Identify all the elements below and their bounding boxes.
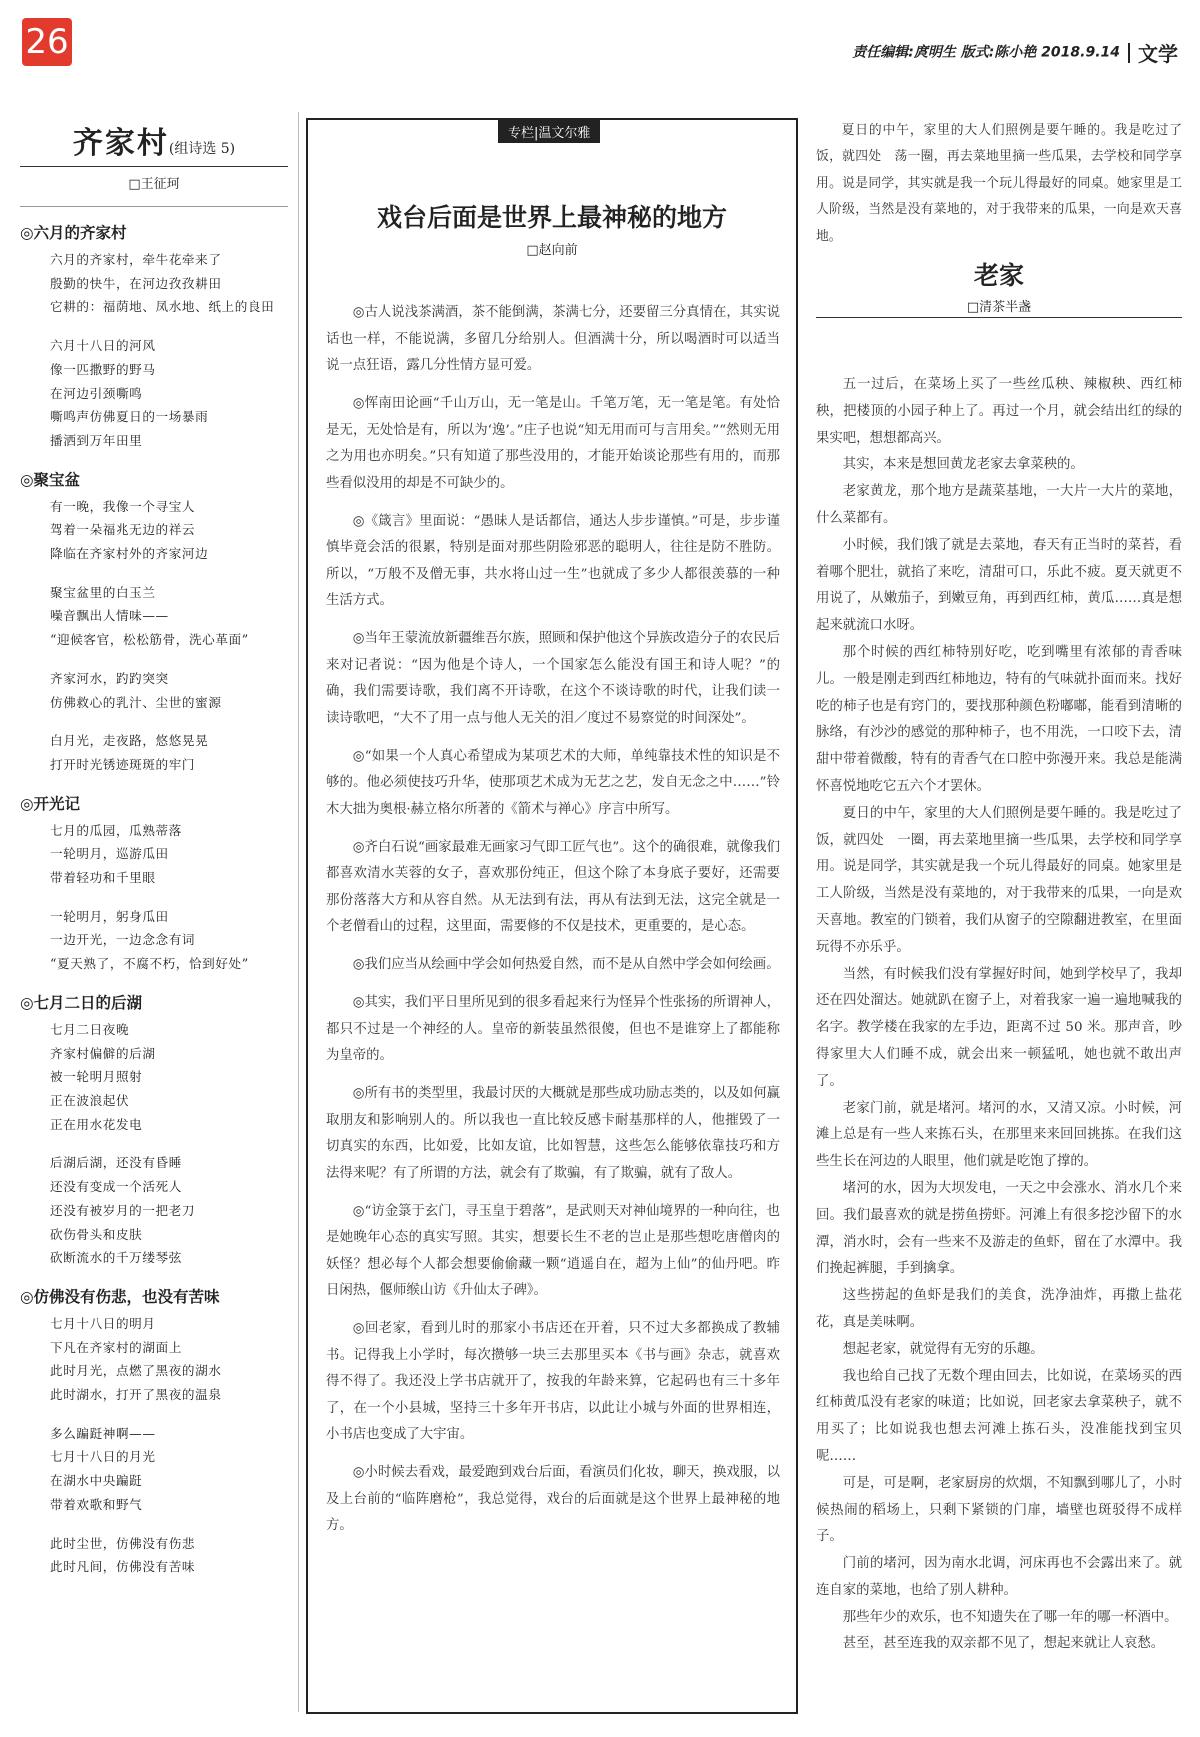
paragraph: 甚至，甚至连我的双亲都不见了，想起来就让人哀愁。 (842, 1636, 1165, 1652)
poem-line: 它耕的：福荫地、凤水地、纸上的良田 (50, 299, 275, 315)
paragraph: ◎《箴言》里面说：“愚昧人是话都信，通达人步步谨慎。”可是，步步谨慎毕竟会活的很累，特别是面对那些阴险邪恶的聪明人，往往是防不胜防。所以，“万般不及僧无事，共水将山过一生”也就成了多少人都很羡慕的一种生活方式。 (326, 513, 780, 608)
paragraph: 那个时候的西红柿特别好吃，吃到嘴里有浓郁的青香味儿。一般是刚走到西红柿地边，特有的气味就扑面而来。找好吃的柿子也是有窍门的，要找那种颜色粉嘟嘟，能看到清晰的脉络，有沙沙的感觉的那种柿子，也不用洗，一口咬下去，清甜中带着微酸，特有的青香气在口腔中弥漫开来。我总是能满怀喜悦地吃它五六个才罢休。 (816, 645, 1182, 794)
poem-stanza (50, 248, 288, 319)
poem-line: “夏天熟了，不腐不朽，恰到好处” (50, 956, 249, 972)
paragraph: ◎恽南田论画“千山万山，无一笔是山。千笔万笔，无一笔是笔。有处恰是无，无处恰是有，所以为‘逸’。”庄子也说“知无用而可与言用矣。”“然则无用之为用也亦明矣。”只有知道了那些没用的，才能开始谈论那些有用的，而那些看似没用的却是不可缺少的。 (326, 396, 780, 491)
poem-stanza (50, 495, 288, 566)
paragraph: 老家黄龙，那个地方是蔬菜基地，一大片一大片的菜地，什么菜都有。 (816, 484, 1182, 527)
column-tag: 专栏|温文尔雅 (498, 120, 600, 143)
poem-line: 七月十八日的明月 (50, 1315, 156, 1331)
paragraph: 夏日的中午，家里的大人们照例是要午睡的。我是吃过了饭，就四处 荡一圈，再去菜地里摘一些瓜果，去学校和同学享用。说是同学，其实就是我一个玩儿得最好的同桌。她家里是工人阶级，当然是没有菜地的，对于我带来的瓜果，一向是欢天喜地。 (816, 123, 1182, 244)
poem-line: 在河边引颈嘶鸣 (50, 385, 143, 401)
poem-line: 一轮明月，躬身瓜田 (50, 908, 169, 924)
paragraph: 我也给自己找了无数个理由回去，比如说，在菜场买的西红柿黄瓜没有老家的味道；比如说，回老家去拿菜秧子，就不用买了；比如说我也想去河滩上拣石头，没准能找到宝贝呢…… (816, 1368, 1182, 1464)
poem-title: ◎仿佛没有伤悲，也没有苦味 (20, 1287, 220, 1306)
poem-line: 嘶鸣声仿佛夏日的一场暴雨 (50, 409, 209, 425)
poem-line: 还没有变成一个活死人 (50, 1179, 182, 1195)
paragraph: ◎“访金箓于玄门，寻玉皇于碧落”，是武则天对神仙境界的一种向往，也是她晚年心态的真实写照。其实，想要长生不老的岂止是那些想吃唐僧肉的妖怪？想必每个人都会想要偷偷藏一颗“逍遥自在，超为上仙”的仙丹吧。昨日闲热，偃师缑山访《升仙太子碑》。 (326, 1203, 780, 1298)
poem-line: 仿佛救心的乳汁、尘世的蜜源 (50, 694, 222, 710)
poem-stanza (50, 1018, 288, 1137)
poem-line: 砍伤骨头和皮肤 (50, 1226, 143, 1242)
poem-line: 噪音飘出人情味—— (50, 608, 169, 624)
column-divider (298, 112, 299, 1712)
poem-line: 还没有被岁月的一把老刀 (50, 1202, 196, 1218)
poem-line: 下凡在齐家村的湖面上 (50, 1339, 182, 1355)
poem-line: 七月的瓜园，瓜熟蒂落 (50, 822, 182, 838)
poem-stanza (50, 1532, 288, 1579)
poem-author: □王征珂 (128, 177, 180, 192)
author-rule (20, 206, 288, 207)
poem-line: 在湖水中央蹁跹 (50, 1473, 143, 1489)
paragraph: 五一过后，在菜场上买了一些丝瓜秧、辣椒秧、西红柿秧，把楼顶的小园子种上了。再过一个月，就会结出红的绿的果实吧，想想都高兴。 (816, 377, 1182, 446)
poem-line: 此时尘世，仿佛没有伤悲 (50, 1535, 196, 1551)
paragraph: 这些捞起的鱼虾是我们的美食，洗净油炸，再撒上盐花花，真是美味啊。 (816, 1288, 1182, 1330)
poem-line: 一轮明月，巡游瓜田 (50, 846, 169, 862)
page-header (852, 38, 1178, 67)
prose-title: 老家 (973, 261, 1024, 291)
essay-box (306, 118, 798, 1714)
essay-author: □赵向前 (526, 243, 578, 258)
poem-line: 多么蹁跹神啊—— (50, 1425, 156, 1441)
poem-line: 砍断流水的千万缕琴弦 (50, 1250, 182, 1266)
poem-line: 正在用水花发电 (50, 1116, 143, 1132)
poem-stanza (50, 581, 288, 652)
header-divider (1128, 43, 1130, 63)
paragraph: 想起老家，就觉得有无穷的乐趣。 (842, 1341, 1044, 1357)
paragraph: 其实，本来是想回黄龙老家去拿菜秧的。 (842, 457, 1084, 473)
continued-text (816, 118, 1182, 250)
poem-line: 像一匹撒野的野马 (50, 361, 156, 377)
poem-line: 降临在齐家村外的齐家河边 (50, 546, 209, 562)
editor-info: 责任编辑:庹明生 版式:陈小艳 2018.9.14 (852, 44, 1120, 61)
poem-line: “迎候客官，松松筋骨，洗心革面” (50, 632, 249, 648)
poem-line: 白月光，走夜路，悠悠晃晃 (50, 733, 209, 749)
poem-line: 此时湖水，打开了黑夜的温泉 (50, 1387, 222, 1403)
poem-line: 打开时光锈迹斑斑的牢门 (50, 756, 196, 772)
paragraph: ◎回老家，看到儿时的那家小书店还在开着，只不过大多都换成了教辅书。记得我上小学时，每次攒够一块三去那里买本《书与画》杂志，就喜欢得不得了。我还没上学书店就开了，按我的年龄来算，它起码也有三十多年了，在一个小县城，坚持三十多年开书店，以此让小城与外面的世界相连，小书店也变成了大宇宙。 (326, 1321, 780, 1442)
poem-stanza (50, 334, 288, 453)
paragraph: 小时候，我们饿了就是去菜地，春天有正当时的菜苔，看着哪个肥壮，就掐了来吃，清甜可口，乐此不疲。夏天就更不用说了，从嫩茄子，到嫩豆角，再到西红柿，黄瓜……真是想起来就流口水呀。 (816, 537, 1182, 634)
paragraph: ◎当年王蒙流放新疆维吾尔族，照顾和保护他这个异族改造分子的农民后来对记者说：“因为他是个诗人，一个国家怎么能没有国王和诗人呢？”的确，我们需要诗歌，我们离不开诗歌，在这个不谈诗歌的时代，让我们读一读诗歌吧，“大不了用一点与他人无关的泪／度过不易察觉的时间深处”。 (326, 631, 780, 726)
paragraph: 可是，可是啊，老家厨房的炊烟，不知飘到哪儿了，小时候热闹的稻场上，只剩下紧锁的门扉，墙壁也斑驳得不成样子。 (816, 1475, 1182, 1545)
poem-line: 带着欢歌和野气 (50, 1496, 143, 1512)
poem-series-title: 齐家村(组诗选 5) (72, 126, 236, 161)
paragraph: ◎所有书的类型里，我最讨厌的大概就是那些成功励志类的，以及如何赢取朋友和影响别人的。所以我也一直比较反感卡耐基那样的人，他摧毁了一切真实的东西，比如爱，比如友谊，比如智慧，这些怎么能够依靠技巧和方法得来呢？有了所谓的方法，就会有了欺骗，有了欺骗，就有了敌人。 (326, 1086, 780, 1181)
paragraph: 当然，有时候我们没有掌握好时间，她到学校早了，我却还在四处溜达。她就趴在窗子上，对着我家一遍一遍地喊我的名字。教学楼在我家的左手边，距离不过 50 米。那声音，吵得家里大人们睡不成，就会出来一顿猛吼，她也就不敢出声了。 (816, 966, 1182, 1089)
poem-line: 七月十八日的月光 (50, 1449, 156, 1465)
poem-line: 播洒到万年田里 (50, 432, 143, 448)
poem-line: 六月十八日的河风 (50, 338, 156, 354)
poem-line: 齐家村偏僻的后湖 (50, 1045, 156, 1061)
poem-column (20, 118, 288, 1594)
paragraph: ◎“如果一个人真心希望成为某项艺术的大师，单纯靠技术性的知识是不够的。他必须使技巧升华，使那项艺术成为无艺之艺，发自无念之中……”铃木大拙为奥根·赫立格尔所著的《箭术与禅心》序言中所写。 (326, 748, 780, 817)
poem-series-subtitle: (组诗选 5) (168, 141, 236, 157)
poem-stanza (50, 1422, 288, 1517)
poem-stanza (50, 667, 288, 714)
paragraph: ◎我们应当从绘画中学会如何热爱自然，而不是从自然中学会如何绘画。 (352, 957, 780, 972)
paragraph: ◎小时候去看戏，最爱跑到戏台后面，看演员们化妆，聊天，换戏服，以及上台前的“临阵磨枪”，我总觉得，戏台的后面就是这个世界上最神秘的地方。 (326, 1465, 780, 1533)
poem-line: 聚宝盆里的白玉兰 (50, 584, 156, 600)
poem-stanza (50, 905, 288, 976)
poem-stanza (50, 729, 288, 776)
paragraph: 夏日的中午，家里的大人们照例是要午睡的。我是吃过了饭，就四处 一圈，再去菜地里摘一些瓜果，去学校和同学享用。说是同学，其实就是我一个玩儿得最好的同桌。她家里是工人阶级，当然是没有菜地的，对于我带来的瓜果，一向是欢天喜地。教室的门锁着，我们从窗子的空隙翻进教室，在里面玩得不亦乐乎。 (816, 805, 1182, 955)
poem-title: ◎七月二日的后湖 (20, 993, 143, 1012)
poem-line: 后湖后湖，还没有昏睡 (50, 1155, 182, 1171)
paragraph: 堵河的水，因为大坝发电，一天之中会涨水、消水几个来回。我们最喜欢的就是捞鱼捞虾。河滩上有很多挖沙留下的水潭，消水时，会有一些来不及游走的鱼虾，留在了水潭中。我们挽起裤腿，手到擒拿。 (816, 1180, 1182, 1277)
prose-rule (816, 317, 1182, 318)
essay-body (326, 300, 780, 1551)
poem-line: 正在波浪起伏 (50, 1092, 130, 1108)
poem-line: 驾着一朵福兆无边的祥云 (50, 522, 196, 538)
title-rule (20, 166, 288, 167)
poem-line: 六月的齐家村，牵牛花牵来了 (50, 252, 222, 267)
poem-line: 七月二日夜晚 (50, 1021, 130, 1037)
poem-line: 一边开光，一边念念有词 (50, 932, 196, 948)
poem-title: ◎六月的齐家村 (20, 224, 127, 242)
poem-title: ◎聚宝盆 (20, 470, 81, 489)
paragraph: ◎齐白石说“画家最难无画家习气即工匠气也”。这个的确很难，就像我们都喜欢清水芙蓉的女子，喜欢那份纯正，但这个除了本身底子要好，还需要那份落落大方和从容自然。从无法到有法，再从有法到无法，这完全就是一个老僧看山的过程，这里面，需要修的不仅是技术，更重要的，是心态。 (326, 839, 780, 934)
paragraph: ◎古人说浅茶满酒，茶不能倒满，茶满七分，还要留三分真情在，其实说话也一样，不能说满，多留几分给别人。但酒满十分，所以喝酒时可以适当说一点狂语，露几分性情方显可爱。 (326, 305, 780, 373)
section-name: 文学 (1138, 42, 1178, 66)
poem-line: 带着轻功和千里眼 (50, 870, 156, 886)
poem-line: 有一晚，我像一个寻宝人 (50, 498, 196, 514)
poem-line: 殷勤的快牛，在河边孜孜耕田 (50, 275, 222, 291)
poem-line: 此时凡间，仿佛没有苦味 (50, 1559, 196, 1575)
poem-list (20, 221, 288, 1579)
paragraph: ◎其实，我们平日里所见到的很多看起来行为怪异个性张扬的所谓神人，都只不过是一个神经的人。皇帝的新装虽然很傻，但也不是谁穿上了都能称为皇帝的。 (326, 995, 780, 1063)
poem-stanza (50, 1312, 288, 1407)
poem-line: 此时月光，点燃了黑夜的湖水 (50, 1363, 222, 1379)
paragraph: 那些年少的欢乐，也不知遗失在了哪一年的哪一杯酒中。 (842, 1609, 1178, 1625)
prose-body (816, 372, 1182, 1658)
prose-column (816, 118, 1182, 1658)
poem-stanza (50, 819, 288, 890)
poem-line: 被一轮明月照射 (50, 1069, 143, 1085)
paragraph: 老家门前，就是堵河。堵河的水，又清又凉。小时候，河滩上总是有一些人来拣石头，在那里来来回回挑拣。在我们这些生长在河边的人眼里，他们就是吃饱了撑的。 (816, 1100, 1182, 1170)
essay-title: 戏台后面是世界上最神秘的地方 (376, 203, 727, 232)
poem-stanza (50, 1151, 288, 1270)
prose-author: □清茶半盏 (966, 300, 1032, 316)
poem-title: ◎开光记 (20, 794, 81, 813)
page-number: 26 (22, 18, 72, 66)
paragraph: 门前的堵河，因为南水北调，河床再也不会露出来了。就连自家的菜地，也给了别人耕种。 (816, 1556, 1182, 1598)
poem-line: 齐家河水，趵趵突突 (50, 670, 169, 686)
